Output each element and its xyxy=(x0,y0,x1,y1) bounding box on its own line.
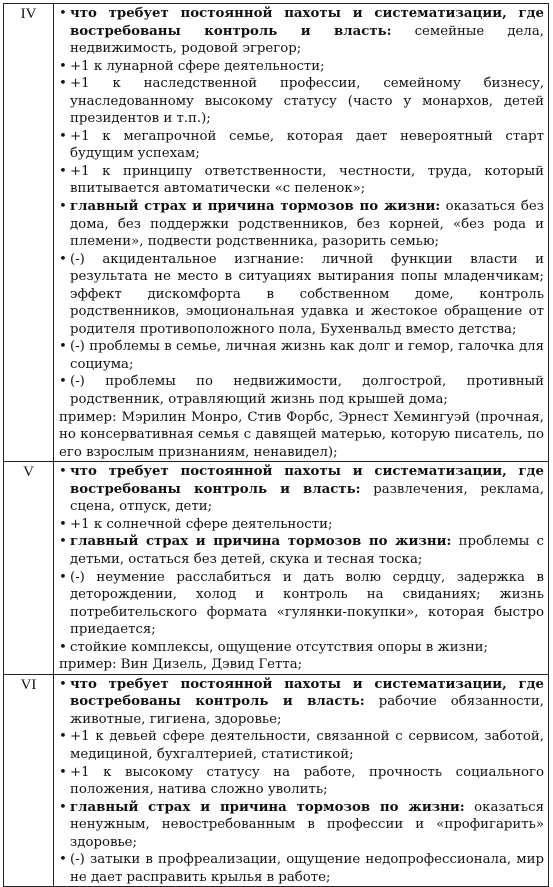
list-item-plain-text: +1 к девьей сфере деятельности, связанной с сервисом, заботой, медициной, бухгалтерией, статистикой; xyxy=(70,729,544,762)
list-item-text xyxy=(70,569,544,639)
list-item xyxy=(59,128,544,163)
list-item xyxy=(59,728,544,763)
content-table xyxy=(3,3,549,887)
bullet-icon: • xyxy=(59,464,67,480)
list-item xyxy=(59,58,544,76)
list-item-text xyxy=(70,163,544,198)
example-line: пример: Мэрилин Монро, Стив Форбс, Эрнест Хемингуэй (прочная, но консервативная семья с давящей матерью, которую писатель, по его взрослым признаниям, ненавидел); xyxy=(59,409,544,460)
list-item-text xyxy=(70,251,544,339)
list-item-plain-text: +1 к солнечной сфере деятельности; xyxy=(70,516,333,532)
table-row xyxy=(4,4,549,462)
row-content xyxy=(54,462,549,675)
list-item xyxy=(59,639,544,657)
bullet-icon: • xyxy=(59,339,67,355)
list-item-bold-text: главный страх и причина тормозов по жизни: xyxy=(70,199,441,215)
list-item-text xyxy=(70,639,544,657)
list-item xyxy=(59,163,544,198)
bullet-icon: • xyxy=(59,569,67,585)
list-item xyxy=(59,851,544,886)
bullet-icon: • xyxy=(59,76,67,92)
list-item-text xyxy=(70,75,544,128)
list-item-plain-text: +1 к лунарной сфере деятельности; xyxy=(70,58,325,74)
list-item-plain-text: оказаться без дома, без поддержки родственников, без корней, «без рода и племени», подвести родственника, разорить семью; xyxy=(70,199,544,250)
list-item-plain-text: проблемы с детьми, остаться без детей, скука и тесная тоска; xyxy=(70,534,545,567)
bullet-icon: • xyxy=(59,374,67,390)
list-item-plain-text: (-) акцидентальное изгнание: личной функции власти и результата не место в ситуациях вытирания попы младенчикам; эффект дискомфорта в собственном доме, контроль родственников, эмоциональная удавка и жестокое обращение от родителя противоположного пола, Бухенвальд вместо детства; xyxy=(70,251,544,337)
bullet-icon: • xyxy=(59,58,67,74)
row-content xyxy=(54,4,549,462)
row-number: IV xyxy=(4,4,54,462)
list-item-text xyxy=(70,5,544,58)
bullet-icon: • xyxy=(59,799,67,815)
list-item-plain-text: стойкие комплексы, ощущение отсутствия опоры в жизни; xyxy=(70,639,489,655)
example-line: пример: Вин Дизель, Дэвид Гетта; xyxy=(59,657,303,673)
list-item-text xyxy=(70,728,544,763)
list-item-text xyxy=(70,799,544,852)
list-item-text xyxy=(70,463,544,516)
list-item xyxy=(59,75,544,128)
bullet-icon: • xyxy=(59,251,67,267)
bullet-icon: • xyxy=(59,676,67,692)
row-content xyxy=(54,674,549,887)
list-item-bold-text: главный страх и причина тормозов по жизни: xyxy=(70,534,452,550)
bullet-icon: • xyxy=(59,639,67,655)
list-item-text xyxy=(70,676,544,729)
list-item-plain-text: рабочие обязанности, животные, гигиена, здоровье; xyxy=(70,694,544,727)
bullet-icon: • xyxy=(59,199,67,215)
list-item xyxy=(59,764,544,799)
bullet-icon: • xyxy=(59,534,67,550)
row-number: V xyxy=(4,462,54,675)
row-number: VI xyxy=(4,674,54,887)
list-item xyxy=(59,251,544,339)
table-row xyxy=(4,674,549,887)
list-item-plain-text: семейные дела, недвижимость, родовой эгрегор; xyxy=(70,23,544,57)
list-item-bold-text: главный страх и причина тормозов по жизни: xyxy=(70,799,465,815)
list-item-plain-text: +1 к принципу ответственности, честности, труда, который впитывается автоматически «с пеленок»; xyxy=(70,163,544,197)
list-item-text xyxy=(70,373,544,408)
list-item-plain-text: +1 к высокому статусу на работе, прочность социального положения, натива сложно уволить; xyxy=(70,764,544,798)
list-item-text xyxy=(70,533,544,568)
bullet-icon: • xyxy=(59,729,67,745)
list-item-text xyxy=(70,516,544,534)
list-item xyxy=(59,5,544,58)
list-item xyxy=(59,463,544,516)
list-item xyxy=(59,516,544,534)
list-item-text xyxy=(70,338,544,373)
list-item-text xyxy=(70,198,544,251)
list-item xyxy=(59,799,544,852)
list-item-plain-text: (-) проблемы в семье, личная жизнь как долг и гемор, галочка для социума; xyxy=(70,339,544,372)
list-item xyxy=(59,569,544,639)
list-item-plain-text: +1 к мегапрочной семье, которая дает невероятный старт будущим успехам; xyxy=(70,128,544,162)
bullet-icon: • xyxy=(59,516,67,532)
table-row xyxy=(4,462,549,675)
list-item xyxy=(59,198,544,251)
list-item xyxy=(59,676,544,729)
list-item-plain-text: (-) затыки в профреализации, ощущение недопрофессионала, мир не дает расправить крылья в работе; xyxy=(70,852,544,885)
list-item-plain-text: развлечения, реклама, сцена, отпуск, дети; xyxy=(70,481,544,515)
list-item-bold-text: что требует постоянной пахоты и систематизации, где востребованы контроль и власть: xyxy=(70,6,544,39)
bullet-icon: • xyxy=(59,764,67,780)
list-item-plain-text: +1 к наследственной профессии, семейному бизнесу, унаследованному высокому статусу (часто у монархов, детей президентов и т.п.); xyxy=(70,76,544,127)
list-item-text xyxy=(70,764,544,799)
list-item-text xyxy=(70,58,544,76)
list-item xyxy=(59,533,544,568)
bullet-icon: • xyxy=(59,852,67,868)
bullet-icon: • xyxy=(59,6,67,21)
bullet-icon: • xyxy=(59,128,67,144)
list-item-text xyxy=(70,851,544,886)
bullet-icon: • xyxy=(59,163,67,179)
list-item-text xyxy=(70,128,544,163)
list-item-plain-text: оказаться ненужным, невостребованным в профессии и «профигарить» здоровье; xyxy=(70,799,544,850)
list-item-plain-text: (-) неумение расслабиться и дать волю сердцу, задержка в деторождении, холод и контроль на свиданиях; жизнь потребительского формата «гулянки-покупки», которая быстро приедается; xyxy=(70,569,544,638)
list-item-bold-text: что требует постоянной пахоты и систематизации, где востребованы контроль и власть: xyxy=(70,676,544,710)
list-item xyxy=(59,338,544,373)
list-item-plain-text: (-) проблемы по недвижимости, долгострой, противный родственник, отравляющий жизнь под крышей дома; xyxy=(70,374,544,408)
list-item-bold-text: что требует постоянной пахоты и систематизации, где востребованы контроль и власть: xyxy=(70,464,544,497)
list-item xyxy=(59,373,544,408)
